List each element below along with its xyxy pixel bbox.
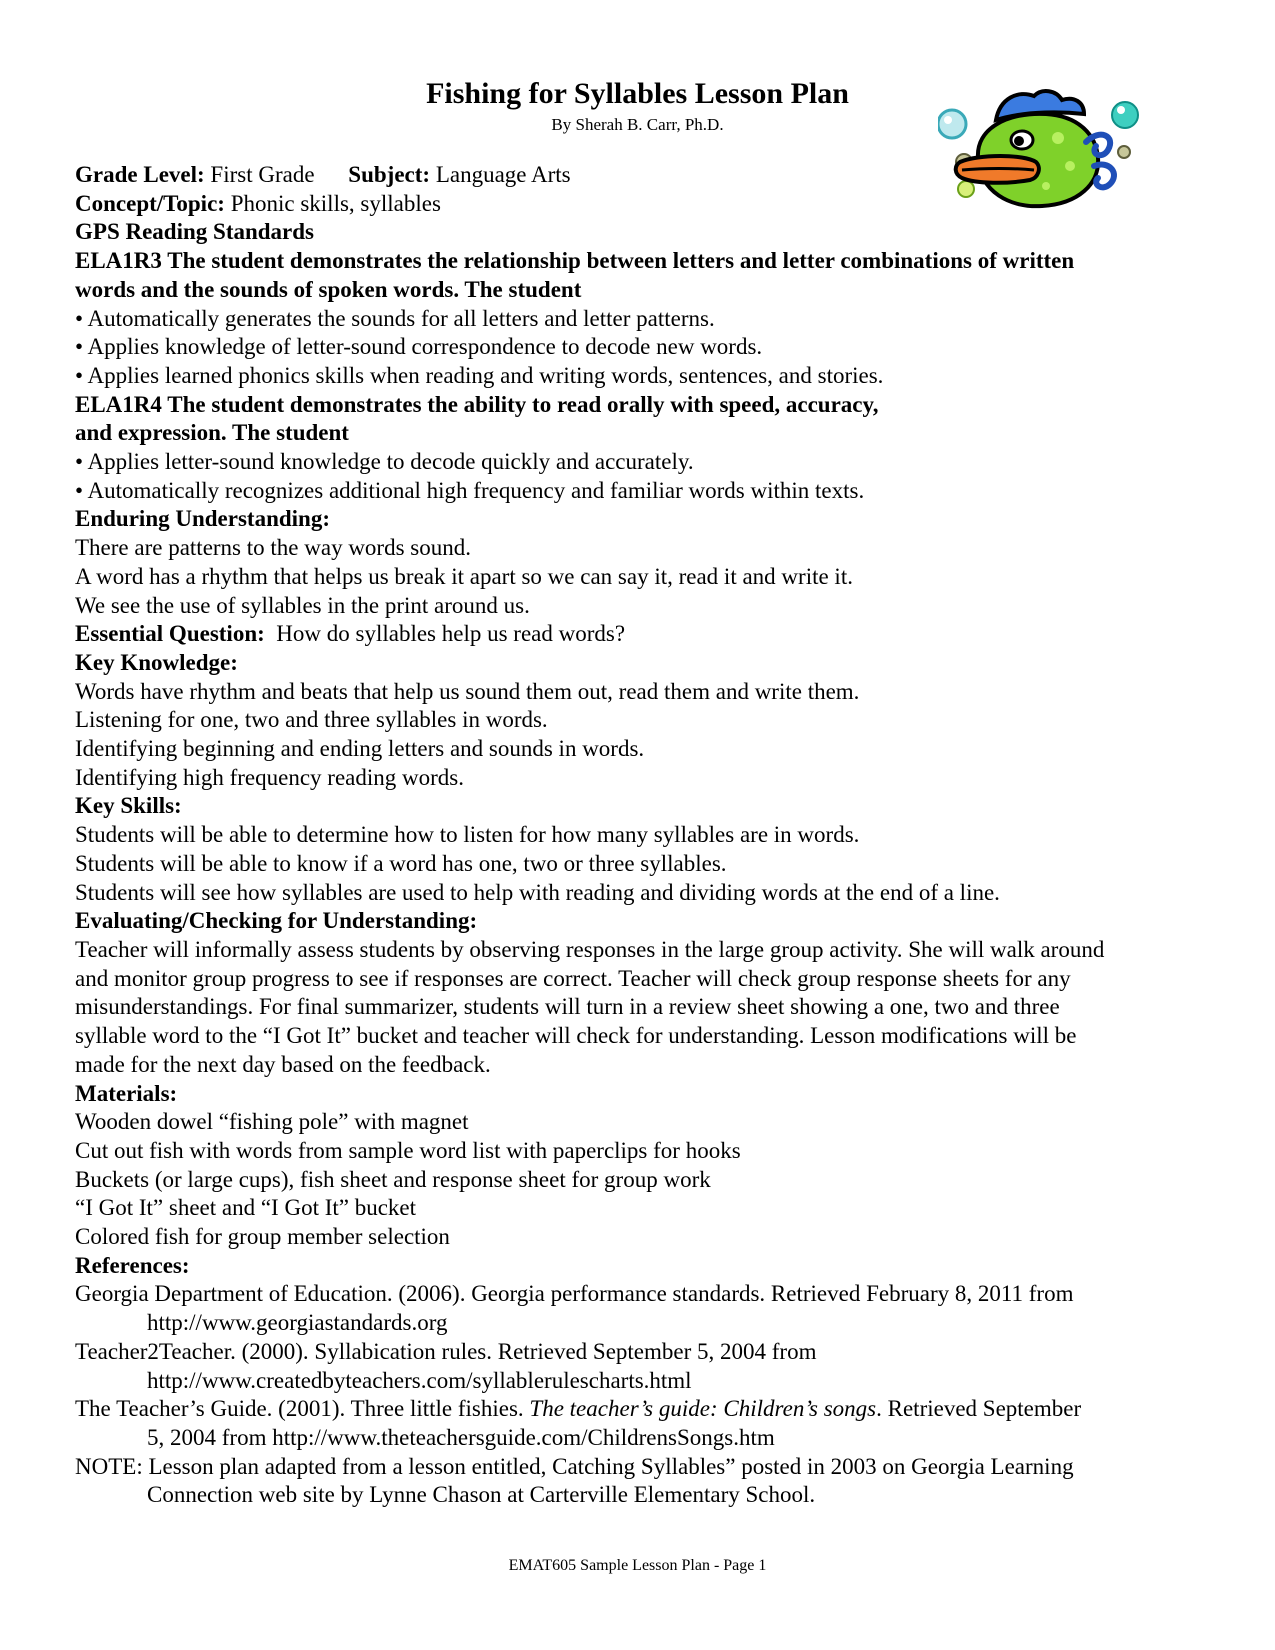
body-line: Words have rhythm and beats that help us sound them out, read them and write them. bbox=[75, 678, 860, 704]
standard-heading: words and the sounds of spoken words. The student bbox=[75, 276, 582, 302]
reference-url: 5, 2004 from http://www.theteachersguide.com/ChildrensSongs.htm bbox=[147, 1424, 775, 1450]
standard-bullet: • Applies knowledge of letter-sound correspondence to decode new words. bbox=[75, 334, 763, 360]
reference-title-italic: The teacher’s guide: Children’s songs bbox=[529, 1396, 877, 1422]
subject-value: Language Arts bbox=[435, 162, 571, 187]
grade-level-value: First Grade bbox=[210, 162, 315, 187]
body-line: Teacher will informally assess students by observing responses in the large group activity. She will walk around bbox=[75, 936, 1105, 962]
reference-entry bbox=[75, 1395, 1210, 1452]
grade-level-label: Grade Level: bbox=[75, 162, 205, 187]
bubble-left-large bbox=[938, 110, 966, 138]
standard-bullet: • Applies learned phonics skills when reading and writing words, sentences, and stories. bbox=[75, 362, 884, 388]
standard-heading: and expression. The student bbox=[75, 420, 349, 446]
material-item: Wooden dowel “fishing pole” with magnet bbox=[75, 1109, 469, 1135]
essential-question-value: How do syllables help us read words? bbox=[276, 621, 626, 647]
standard-heading: ELA1R4 The student demonstrates the ability to read orally with speed, accuracy, bbox=[75, 391, 879, 417]
essential-question-label: Essential Question: bbox=[75, 621, 265, 647]
concept-row bbox=[75, 190, 1210, 219]
standard-bullet: • Applies letter-sound knowledge to decode quickly and accurately. bbox=[75, 449, 694, 475]
essential-question-row bbox=[75, 620, 1210, 649]
author-byline: By Sherah B. Carr, Ph.D. bbox=[551, 115, 724, 134]
body-line: Identifying high frequency reading words. bbox=[75, 764, 464, 790]
section-heading: Enduring Understanding: bbox=[75, 506, 330, 532]
page-footer: EMAT605 Sample Lesson Plan - Page 1 bbox=[508, 1557, 767, 1574]
concept-value: Phonic skills, syllables bbox=[230, 190, 441, 216]
gps-heading: GPS Reading Standards bbox=[75, 219, 315, 245]
reference-line bbox=[75, 1395, 1210, 1424]
reference-line: Georgia Department of Education. (2006). Georgia performance standards. Retrieved February 8, 2011 from bbox=[75, 1281, 1074, 1307]
lesson-body bbox=[75, 161, 1210, 1510]
bubble-right-teal bbox=[1112, 102, 1138, 128]
body-line: Students will see how syllables are used to help with reading and dividing words at the end of a line. bbox=[75, 879, 1000, 905]
grade-subject-row bbox=[75, 161, 1210, 190]
note-entry bbox=[75, 1453, 1210, 1510]
body-line: Listening for one, two and three syllables in words. bbox=[75, 707, 548, 733]
body-line: Students will be able to determine how to listen for how many syllables are in words. bbox=[75, 822, 860, 848]
reference-entry bbox=[75, 1338, 1210, 1395]
material-item: “I Got It” sheet and “I Got It” bucket bbox=[75, 1195, 417, 1221]
reference-entry bbox=[75, 1280, 1210, 1337]
body-line: syllable word to the “I Got It” bucket and teacher will check for understanding. Lesson modifications will be bbox=[75, 1023, 1077, 1049]
bubble-right-olive bbox=[1118, 146, 1130, 158]
document-title: Fishing for Syllables Lesson Plan bbox=[426, 77, 849, 110]
material-item: Buckets (or large cups), fish sheet and response sheet for group work bbox=[75, 1166, 711, 1192]
section-heading: Materials: bbox=[75, 1080, 178, 1106]
reference-line: Teacher2Teacher. (2000). Syllabication rules. Retrieved September 5, 2004 from bbox=[75, 1338, 817, 1364]
body-line: and monitor group progress to see if responses are correct. Teacher will check group response sheets for any bbox=[75, 965, 1071, 991]
section-heading: Key Skills: bbox=[75, 793, 182, 819]
body-line: misunderstandings. For final summarizer, students will turn in a review sheet showing a one, two and three bbox=[75, 994, 1060, 1020]
note-line: NOTE: Lesson plan adapted from a lesson entitled, Catching Syllables” posted in 2003 on Georgia Learning bbox=[75, 1453, 1074, 1479]
reference-text: The Teacher’s Guide. (2001). Three little fishies. bbox=[75, 1396, 530, 1422]
section-heading: References: bbox=[75, 1252, 190, 1278]
reference-url: http://www.georgiastandards.org bbox=[147, 1310, 448, 1336]
standard-heading: ELA1R3 The student demonstrates the relationship between letters and letter combinations of written bbox=[75, 248, 1075, 274]
material-item: Colored fish for group member selection bbox=[75, 1224, 450, 1250]
body-line: Students will be able to know if a word has one, two or three syllables. bbox=[75, 850, 727, 876]
material-item: Cut out fish with words from sample word list with paperclips for hooks bbox=[75, 1137, 741, 1163]
body-line: A word has a rhythm that helps us break it apart so we can say it, read it and write it. bbox=[75, 563, 853, 589]
reference-text: . Retrieved September bbox=[876, 1396, 1082, 1422]
subject-label: Subject: bbox=[348, 162, 431, 187]
body-line: We see the use of syllables in the print around us. bbox=[75, 592, 530, 618]
standard-bullet: • Automatically recognizes additional high frequency and familiar words within texts. bbox=[75, 477, 865, 503]
note-line: Connection web site by Lynne Chason at Carterville Elementary School. bbox=[147, 1482, 816, 1508]
section-heading: Key Knowledge: bbox=[75, 649, 238, 675]
body-line: made for the next day based on the feedback. bbox=[75, 1051, 491, 1077]
standard-bullet: • Automatically generates the sounds for all letters and letter patterns. bbox=[75, 305, 715, 331]
reference-url: http://www.createdbyteachers.com/syllablerulescharts.html bbox=[147, 1367, 692, 1393]
body-line: There are patterns to the way words sound. bbox=[75, 535, 471, 561]
body-line: Identifying beginning and ending letters and sounds in words. bbox=[75, 736, 645, 762]
section-heading: Evaluating/Checking for Understanding: bbox=[75, 908, 478, 934]
concept-label: Concept/Topic: bbox=[75, 190, 225, 216]
